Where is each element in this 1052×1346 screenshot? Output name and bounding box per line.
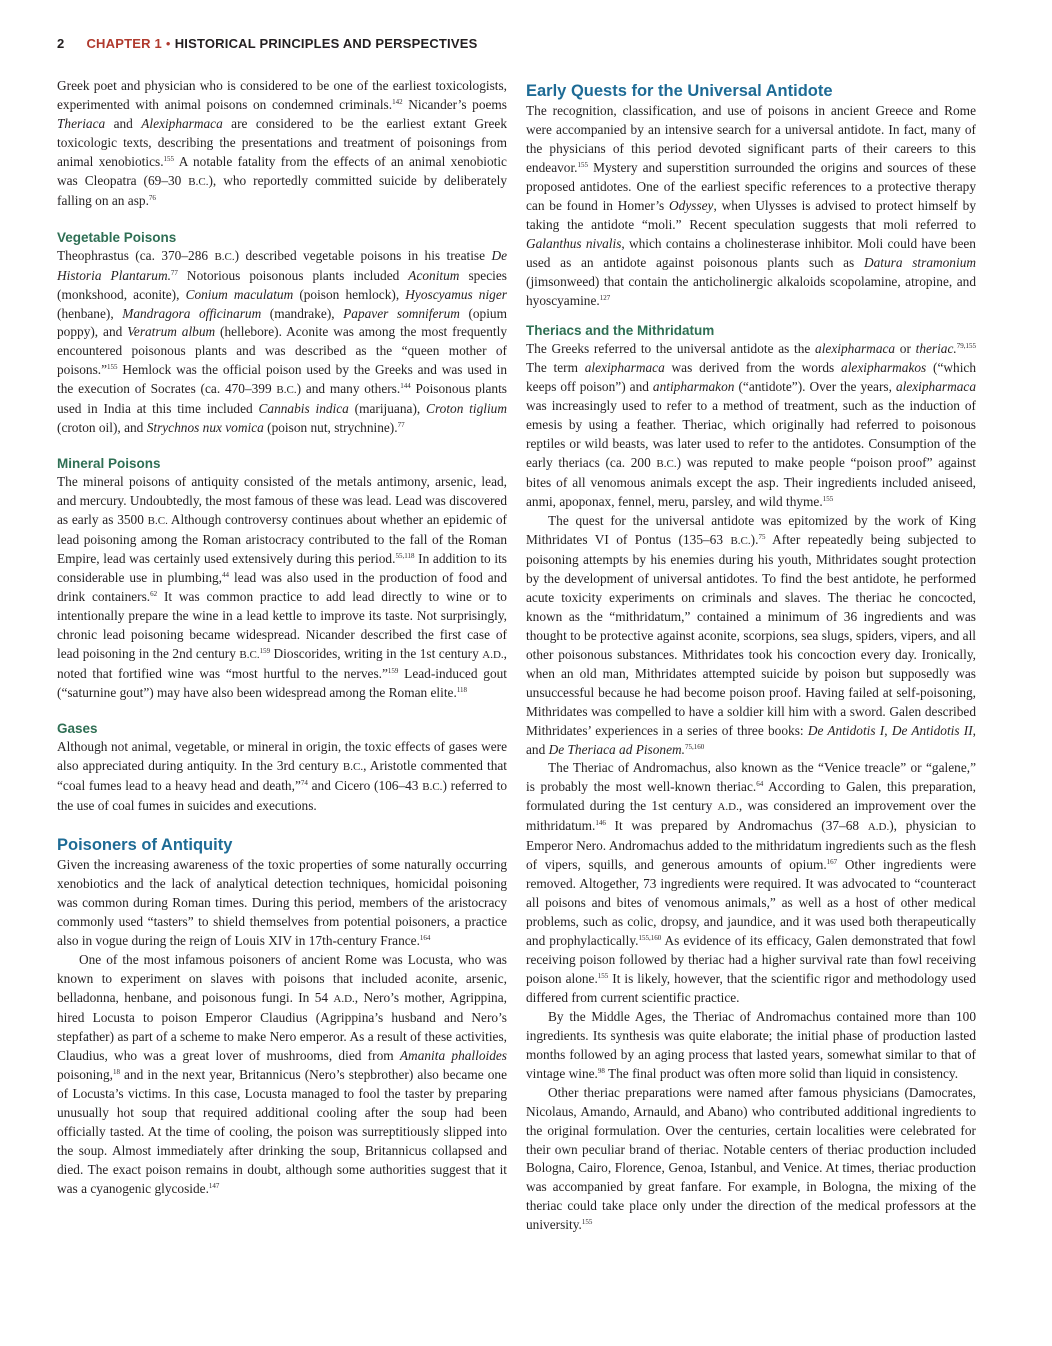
text-run: ), who reportedly committed suicide by deliberately falling on an asp. [57,172,507,208]
text-run: Although controversy continues about whether an epidemic of lead poisoning among the Roman aristocracy contributed to the fall of the Roman Empire, lead was certainly used extensively during this period. [57,512,508,567]
italic-term: alexipharmaca [584,360,665,376]
italic-term: alexipharmaca [895,379,976,395]
text-run: ) and many others. [296,381,401,397]
italic-term: theriac. [915,341,957,357]
italic-term: Aconitum [408,267,460,283]
italic-term: Conium maculatum [185,286,294,302]
text-run: Mystery and superstition surrounded the origins and sources of these proposed antidotes. One of the earliest specific references to a protective therapy can be found in Homer’s [526,159,976,213]
citation-reference: 64 [756,780,764,789]
italic-term: De Theriaca ad Pisonem. [548,741,685,757]
era-abbreviation: B.C. [730,535,751,548]
italic-term: Hyoscyamus niger [405,286,507,302]
italic-term: Veratrum album [127,324,216,340]
theriacs-paragraph-3 [526,759,976,1007]
text-run: Other theriac preparations were named after famous physicians (Damocrates, Nicolaus, Amando, Arnauld, and Abano) who contributed additional ingredients to the original formulation. Over the centuries, certain localities were celebrated for their own peculiar brand of theriac. Notable centers of theriac production included Bologna, Cairo, Florence, Genoa, Istanbul, and Venice. At times, theriac production was accompanied by great fanfare. For example, in Bologna, the mixing of the theriac could take place only under the direction of the medical professors at the university. [526,1084,976,1233]
text-run: Greek poet and physician who is considered to be one of the earliest toxicologists, experimented with animal poisons on condemned criminals. [57,78,507,112]
italic-term: antipharmakon [652,379,735,395]
citation-reference: 77 [397,421,405,430]
universal-antidote-heading: Early Quests for the Universal Antidote [526,82,833,100]
era-abbreviation: B.C. [276,384,297,397]
text-run: Given the increasing awareness of the toxic properties of some naturally occurring xenobiotics and the lack of analytical detection techniques, homicidal poisoning was common during Roman times. During this period, members of the aristocracy commonly used “tasters” to shield themselves from potential poisoners, a practice also in vogue during the reign of Louis XIV in 17th-century France. [57,857,507,949]
running-header [57,36,478,51]
citation-reference: 55,118 [395,552,415,561]
citation-reference: 18 [112,1067,120,1076]
text-run: The term [526,360,585,376]
text-run: (poison hemlock), [293,286,406,302]
text-run: ) was reputed to make people “poison proof” against bites of all venomous animals except the asp. Their ingredients included aniseed, anmi, apoponax, fennel, meru, parsley, and wild thyme. [526,455,976,510]
era-abbreviation: B.C. [656,458,677,471]
text-run: The Greeks referred to the universal antidote as the [526,341,816,357]
italic-term: Croton tiglium [426,401,507,417]
text-run: and in the next year, Britannicus (Nero’s stepbrother) also became one of Locusta’s victims. In this case, Locusta managed to fool the taster by preparing unusually hot soup that required additional cooling after the soup had been officially tasted. At the time of cooling, the poison was surreptitiously slipped into the soup. Almost immediately after drinking the soup, Britannicus collapsed and died. The exact poison remains in doubt, although some authorities suggest that it was a cyanogenic glycoside. [57,1066,507,1196]
theriacs-paragraph-2 [526,512,976,759]
citation-reference: 155 [107,363,118,372]
citation-reference: 147 [208,1181,220,1190]
italic-term: Theriaca [57,115,106,131]
italic-term: alexipharmakos [841,360,927,376]
era-abbreviation: A.D. [867,821,890,834]
citation-reference: 77 [170,268,178,277]
text-run: or [895,341,916,357]
text-run: (hellebore). Aconite was among the most frequently encountered poisonous plants and was described as the “queen mother of poisons.” [57,324,507,378]
text-run: , [884,722,892,738]
theriacs-heading: Theriacs and the Mithridatum [526,323,715,339]
citation-reference: 155,160 [638,934,662,943]
citation-reference: 167 [826,858,838,867]
italic-term: alexipharmaca [815,341,896,357]
citation-reference: 62 [150,589,158,598]
text-run: Nicander’s poems [402,96,507,112]
text-run: and Cicero (106–43 [307,777,423,793]
italic-term: Amanita phalloides [399,1047,507,1063]
text-run: ) described vegetable poisons in his treatise [234,247,492,263]
text-run: (mandrake), [261,305,344,321]
text-run: , was considered an improvement over the mithridatum. [526,798,976,834]
citation-reference: 142 [392,97,403,106]
text-run: The final product was often more solid than liquid in consistency. [604,1065,959,1081]
text-run: The recognition, classification, and use of poisons in ancient Greece and Rome were accompanied by an intensive search for a universal antidote. In fact, many of the physicians of this period devoted significant parts of their careers to this endeavor. [526,103,976,175]
citation-reference: 127 [599,293,611,302]
text-run: According to Galen, this preparation, formulated during the 1st century [526,779,976,814]
text-run: (marijuana), [348,401,427,417]
citation-reference: 159 [259,646,271,655]
text-run: (poison nut, strychnine). [263,420,398,436]
text-run: , when Ulysses is advised to protect himself by taking the antidote “moli.” Recent speculation suggests that moli referred to [526,197,976,232]
era-abbreviation: A.D. [333,993,355,1006]
italic-term: De Antidotis II [891,722,973,738]
text-run: Hemlock was the official poison used by the Greeks and was used in the execution of Socrates (ca. 470–399 [57,362,507,397]
citation-reference: 146 [595,819,606,828]
text-run: , Aristotle commented that “coal fumes lead to a heavy head and death,” [57,757,508,793]
citation-reference: 75 [758,533,766,542]
text-run: In addition to its considerable use in plumbing, [57,551,507,585]
citation-reference: 98 [597,1066,605,1075]
italic-term: Mandragora officinarum [122,305,262,321]
universal-antidote-paragraph [526,102,976,310]
text-run: , which contains a cholinesterase inhibitor. Moli could have been used as an antidote against poisonous plants such as [526,235,976,270]
theriacs-paragraph-1 [526,340,976,512]
italic-term: Alexipharmaca [141,115,223,131]
citation-reference: 75,160 [685,742,705,751]
mineral-poisons-paragraph [57,473,507,702]
page-number: 2 [57,36,65,51]
era-abbreviation: B.C. [239,648,260,661]
text-run: was increasingly used to refer to a method of treatment, such as the induction of emesis by using a feather. Theriac, which originally had referred to poisonous reptiles or wild beasts, was later used to refer to the antidotes. Consumption of the early theriacs (ca. 200 [526,398,976,471]
text-run: lead was also used in the production of food and drink containers. [57,569,508,604]
text-run: species (monkshood, aconite), [57,267,507,302]
citation-reference: 144 [400,382,411,391]
chapter-label: CHAPTER 1 [86,36,162,51]
text-run: ) referred to the use of coal fumes in suicides and executions. [57,777,508,813]
text-run: (croton oil), and [57,420,147,436]
vegetable-poisons-paragraph [57,247,507,439]
text-run: ), physician to Emperor Nero. Andromachus added to the mithridatum ingredients such as the flesh of vipers, squills, and generous amounts of opium. [526,818,976,873]
text-run: One of the most infamous poisoners of ancient Rome was Locusta, who was known to experiment on slaves with poisons that included aconite, arsenic, belladonna, henbane, and poisonous fungi. In 54 [57,952,507,1006]
text-run: As evidence of its efficacy, Galen demonstrated that fowl receiving poison followed by theriac had a higher survival rate than fowl receiving poison alone. [526,933,977,986]
italic-term: Strychnos nux vomica [146,420,264,436]
text-run: A notable fatality from the effects of an animal xenobiotic was Cleopatra (69–30 [57,153,507,188]
gases-heading: Gases [57,720,98,736]
poisoners-of-antiquity-heading: Poisoners of Antiquity [57,836,233,855]
text-run: ). [750,532,759,548]
left-column [57,77,507,1199]
citation-reference: 159 [387,666,399,675]
text-run: (opium poppy), and [57,305,507,340]
text-run: It was prepared by Andromachus (37–68 [605,818,868,834]
header-separator: • [165,36,171,51]
era-abbreviation: A.D. [482,648,504,661]
citation-reference: 44 [222,570,230,579]
citation-reference: 76 [148,193,156,202]
era-abbreviation: B.C. [214,250,235,263]
era-abbreviation: B.C. [422,780,443,793]
italic-term: Galanthus nivalis [526,235,622,251]
citation-reference: 155 [581,1218,593,1227]
intro-paragraph [57,77,507,211]
text-run: The mineral poisons of antiquity consisted of the metals antimony, arsenic, lead, and mercury. Undoubtedly, the most famous of these was lead. Lead was discovered as early as 3500 [57,474,507,528]
text-run: Although not animal, vegetable, or mineral in origin, the toxic effects of gases were also appreciated during antiquity. In the 3rd century [57,738,507,773]
theriacs-paragraph-4 [526,1008,976,1084]
text-run: was derived from the words [664,360,842,376]
era-abbreviation: A.D. [717,801,739,814]
chapter-title: HISTORICAL PRINCIPLES AND PERSPECTIVES [174,36,478,51]
text-run: and [105,115,142,131]
poisoners-paragraph-1 [57,856,507,951]
era-abbreviation: B.C. [342,760,364,773]
text-run: (jimsonweed) that contain the anticholinergic alkaloids scopolamine, atropine, and hyoscyamine. [526,273,976,308]
citation-reference: 155 [822,495,834,504]
citation-reference: 155 [577,160,588,169]
mineral-poisons-heading: Mineral Poisons [57,456,161,472]
citation-reference: 118 [456,685,468,694]
era-abbreviation: B.C. [147,515,168,528]
vegetable-poisons-heading: Vegetable Poisons [57,229,177,245]
text-run: After repeatedly being subjected to poisoning attempts by his enemies during his youth, Mithridates sought protection by the development of universal antidotes. To find the best antidote, he performed acute toxicity experiments on criminals and slaves. The theriac he concocted, known as the “mithridatum,” contained a minimum of 36 ingredients and was thought to be protective against aconite, scorpions, sea slugs, spiders, vipers, and all other poisonous substances. Mithridates took his concoction every day. Ironically, when an old man, Mithridates attempted suicide by poison but supposedly was unsuccessful because he had become poison proof. Having failed at self-poisoning, Mithridates was compelled to have a soldier kill him with a sword. Galen described Mithridates’ experiences in a series of three books: [526,532,977,738]
text-run: Theophrastus (ca. 370–286 [57,247,215,263]
italic-term: Datura stramonium [863,254,976,270]
text-run: are considered to be the earliest extant Greek toxicologic texts, describing the presentations and treatment of poisonings from animal xenobiotics. [57,115,507,169]
citation-reference: 74 [300,778,308,787]
italic-term: De Antidotis I [807,722,885,738]
text-run: Poisonous plants used in India at this time included [57,381,507,417]
citation-reference: 164 [419,934,431,943]
right-column [526,80,976,1235]
poisoners-paragraph-2 [57,951,507,1198]
text-run: The Theriac of Andromachus, also known as the “Venice treacle” or “galene,” is probably the most well-known theriac. [526,760,976,795]
text-run: (“which keeps off poison”) and [526,360,977,395]
text-run: , and [526,722,977,757]
text-run: (“antidote”). Over the years, [734,379,896,395]
citation-reference: 155 [163,154,175,163]
theriacs-paragraph-5 [526,1084,976,1236]
text-run: It is likely, however, that the scientific rigor and methodology used differed from current scientific practice. [526,970,976,1005]
text-run: Dioscorides, writing in the 1st century [270,645,483,661]
text-run: Other ingredients were removed. Altogether, 73 ingredients were required. It was advocated to “counteract all poisons and bites of venomous animals,” as well as a host of other medical problems, such as colic, dropsy, and jaundice, and it was used both therapeutically and prophylactically. [526,857,977,949]
text-run: , Nero’s mother, Agrippina, hired Locusta to poison Emperor Claudius (Agrippina’s husband and Nero’s stepfather) as part of a scheme to make Nero emperor. As a result of these activities, Claudius, who was a great lover of mushrooms, died from [57,990,507,1063]
text-run: By the Middle Ages, the Theriac of Andromachus contained more than 100 ingredients. Its synthesis was quite elaborate; the initial phase of production lasted months followed by an aging process that lasted years, somewhat similar to that of vintage wine. [526,1008,976,1081]
italic-term: Odyssey [669,197,714,213]
gases-paragraph [57,738,507,816]
citation-reference: 79,155 [956,342,976,351]
text-run: poisoning, [57,1066,113,1082]
text-run: It was common practice to add lead directly to wine or to intentionally prepare the wine in a lead kettle to improve its taste. Not surprisingly, chronic lead poisoning became widespread. Nicander described the first case of lead poisoning in the 2nd century [57,588,507,661]
italic-term: Cannabis indica [258,401,349,417]
citation-reference: 155 [597,971,609,980]
text-run: , noted that fortified wine was “most hurtful to the nerves.” [57,645,507,681]
italic-term: Papaver somniferum [343,305,460,321]
text-run: Lead-induced gout (“saturnine gout”) may have also been widespread among the Roman elite. [57,665,508,700]
era-abbreviation: B.C. [188,175,209,188]
italic-term: De Historia Plantarum. [57,247,507,283]
text-run: Notorious poisonous plants included [177,267,409,283]
text-run: (henbane), [57,305,123,321]
text-run: The quest for the universal antidote was epitomized by the work of King Mithridates VI of Pontus (135–63 [526,513,976,548]
